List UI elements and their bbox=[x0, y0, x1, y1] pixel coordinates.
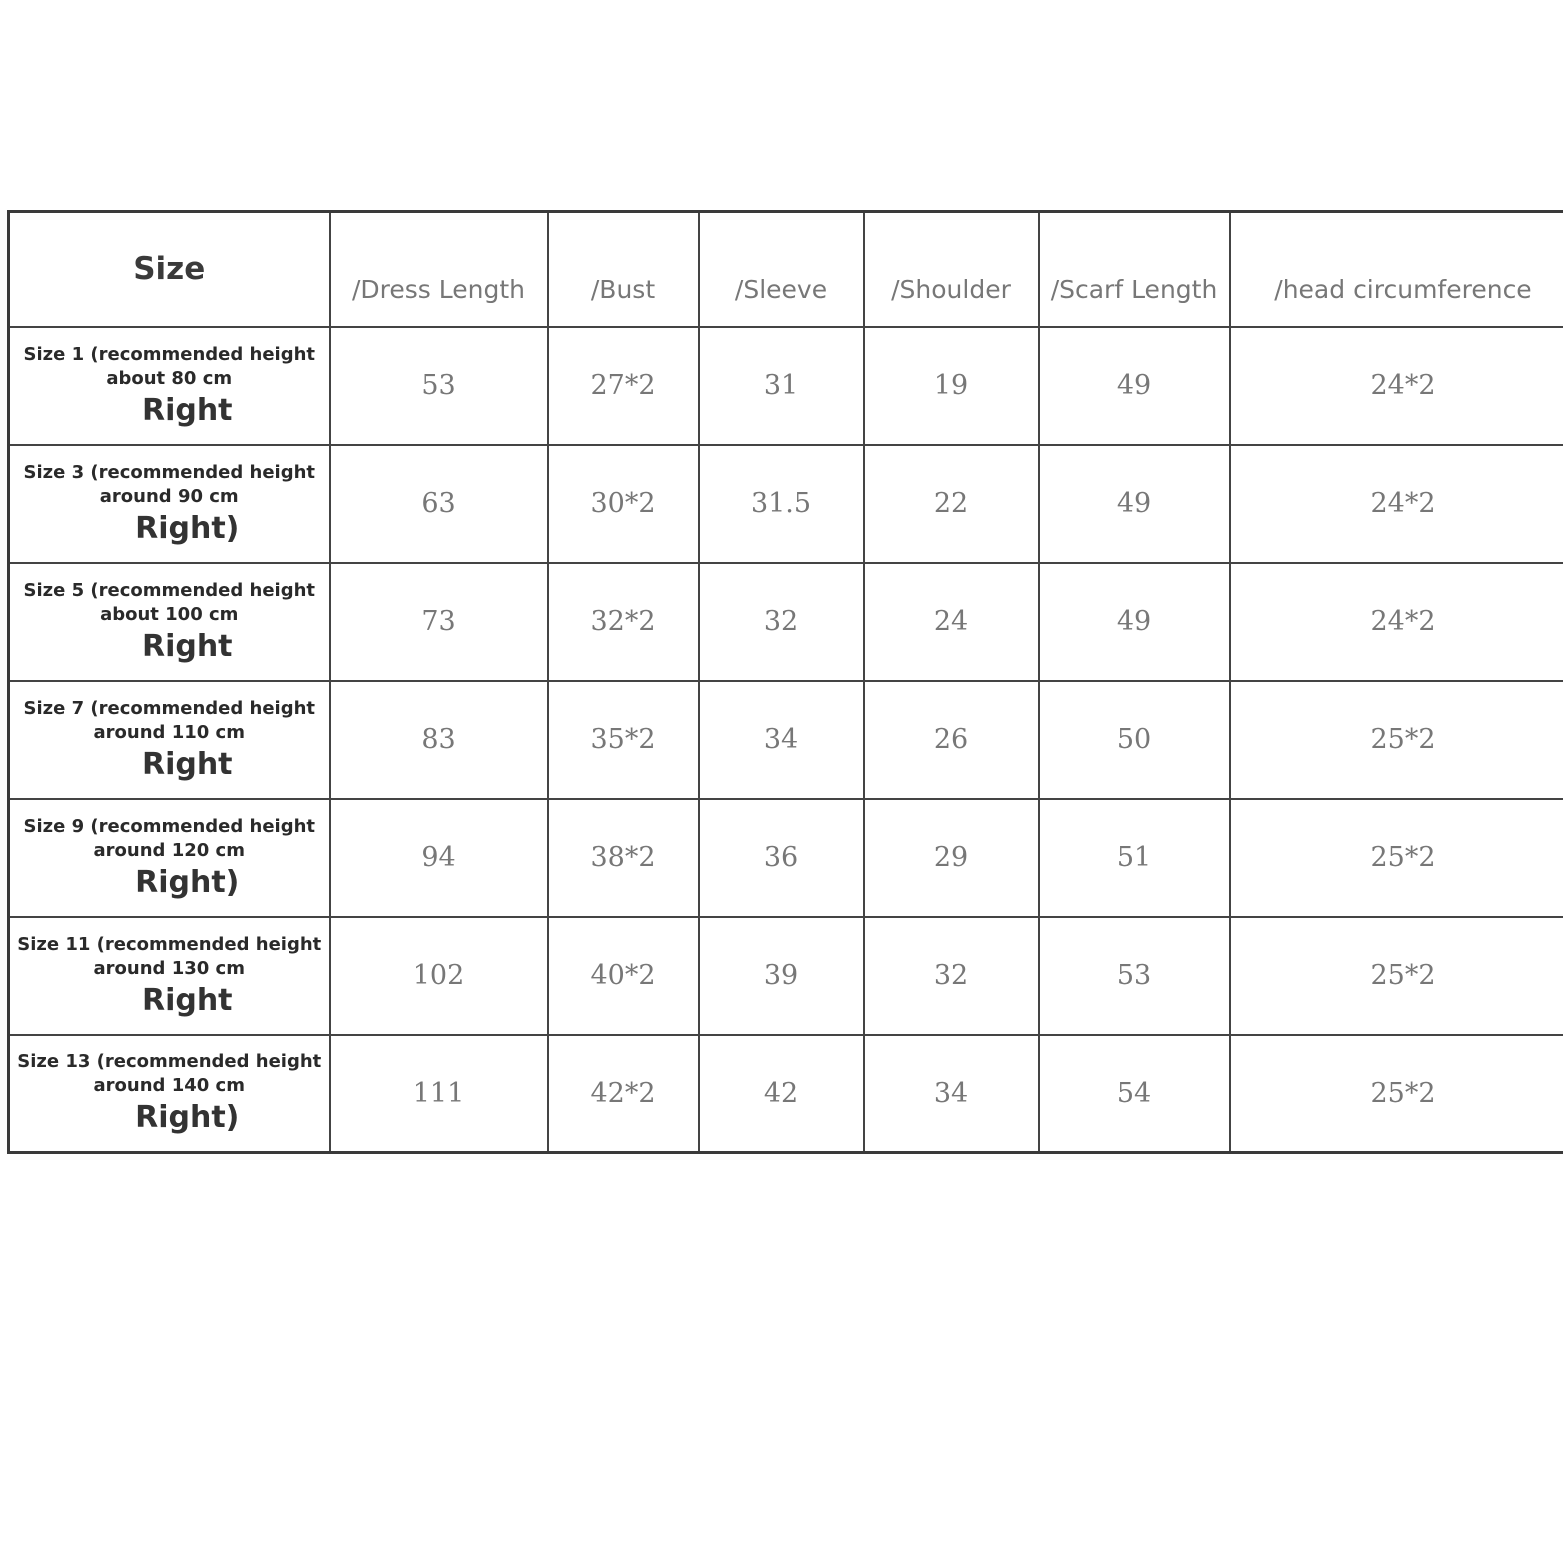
cell-scarf-length: 54 bbox=[1039, 1035, 1230, 1153]
cell-bust: 42*2 bbox=[548, 1035, 699, 1153]
table-row bbox=[9, 445, 1563, 563]
table-row bbox=[9, 799, 1563, 917]
cell-bust: 40*2 bbox=[548, 917, 699, 1035]
column-header-shoulder: /Shoulder bbox=[864, 212, 1039, 327]
cell-dress-length: 53 bbox=[330, 327, 548, 445]
size-description: Size 3 (recommended height around 90 cm bbox=[23, 461, 315, 507]
cell-dress-length: 63 bbox=[330, 445, 548, 563]
cell-scarf-length: 49 bbox=[1039, 327, 1230, 445]
cell-shoulder: 34 bbox=[864, 1035, 1039, 1153]
cell-shoulder: 24 bbox=[864, 563, 1039, 681]
cell-shoulder: 22 bbox=[864, 445, 1039, 563]
cell-bust: 32*2 bbox=[548, 563, 699, 681]
table-row bbox=[9, 327, 1563, 445]
cell-shoulder: 19 bbox=[864, 327, 1039, 445]
table-row bbox=[9, 563, 1563, 681]
cell-head-circumference: 24*2 bbox=[1230, 563, 1563, 681]
cell-scarf-length: 51 bbox=[1039, 799, 1230, 917]
cell-head-circumference: 25*2 bbox=[1230, 917, 1563, 1035]
cell-sleeve: 31 bbox=[699, 327, 864, 445]
size-description: Size 11 (recommended height around 130 cm bbox=[17, 933, 322, 979]
size-suffix: Right) bbox=[135, 864, 240, 900]
cell-scarf-length: 49 bbox=[1039, 445, 1230, 563]
cell-head-circumference: 25*2 bbox=[1230, 799, 1563, 917]
cell-sleeve: 31.5 bbox=[699, 445, 864, 563]
cell-shoulder: 32 bbox=[864, 917, 1039, 1035]
size-suffix: Right) bbox=[135, 1100, 240, 1136]
cell-bust: 38*2 bbox=[548, 799, 699, 917]
cell-head-circumference: 25*2 bbox=[1230, 1035, 1563, 1153]
table-row bbox=[9, 917, 1563, 1035]
cell-shoulder: 29 bbox=[864, 799, 1039, 917]
cell-dress-length: 73 bbox=[330, 563, 548, 681]
column-header-scarf-length: /Scarf Length bbox=[1039, 212, 1230, 327]
column-header-head-circumference: /head circumference bbox=[1230, 212, 1563, 327]
size-chart-table bbox=[7, 210, 1563, 1154]
cell-bust: 30*2 bbox=[548, 445, 699, 563]
cell-dress-length: 102 bbox=[330, 917, 548, 1035]
cell-dress-length: 94 bbox=[330, 799, 548, 917]
column-header-bust: /Bust bbox=[548, 212, 699, 327]
size-description: Size 13 (recommended height around 140 cm bbox=[17, 1051, 322, 1097]
table-body bbox=[9, 327, 1563, 1153]
size-label-cell bbox=[9, 327, 330, 445]
size-description: Size 1 (recommended height about 80 cm bbox=[23, 343, 315, 389]
size-suffix: Right bbox=[141, 392, 233, 428]
size-suffix: Right) bbox=[135, 510, 240, 546]
cell-bust: 35*2 bbox=[548, 681, 699, 799]
table-row bbox=[9, 681, 1563, 799]
size-label-cell bbox=[9, 445, 330, 563]
size-description: Size 5 (recommended height about 100 cm bbox=[23, 579, 315, 625]
cell-sleeve: 32 bbox=[699, 563, 864, 681]
header-row bbox=[9, 212, 1563, 327]
cell-sleeve: 39 bbox=[699, 917, 864, 1035]
size-label-cell bbox=[9, 799, 330, 917]
size-suffix: Right bbox=[141, 982, 233, 1018]
column-header-sleeve: /Sleeve bbox=[699, 212, 864, 327]
size-description: Size 9 (recommended height around 120 cm bbox=[23, 815, 315, 861]
size-column-header: Size bbox=[9, 212, 330, 327]
column-header-dress-length: /Dress Length bbox=[330, 212, 548, 327]
cell-scarf-length: 53 bbox=[1039, 917, 1230, 1035]
cell-scarf-length: 50 bbox=[1039, 681, 1230, 799]
size-label-cell bbox=[9, 563, 330, 681]
cell-head-circumference: 24*2 bbox=[1230, 327, 1563, 445]
cell-sleeve: 42 bbox=[699, 1035, 864, 1153]
cell-scarf-length: 49 bbox=[1039, 563, 1230, 681]
cell-dress-length: 111 bbox=[330, 1035, 548, 1153]
cell-sleeve: 34 bbox=[699, 681, 864, 799]
size-label-cell bbox=[9, 681, 330, 799]
size-suffix: Right bbox=[141, 628, 233, 664]
size-description: Size 7 (recommended height around 110 cm bbox=[23, 697, 315, 743]
size-label-cell bbox=[9, 917, 330, 1035]
size-suffix: Right bbox=[141, 746, 233, 782]
cell-dress-length: 83 bbox=[330, 681, 548, 799]
cell-shoulder: 26 bbox=[864, 681, 1039, 799]
cell-sleeve: 36 bbox=[699, 799, 864, 917]
size-label-cell bbox=[9, 1035, 330, 1153]
cell-bust: 27*2 bbox=[548, 327, 699, 445]
cell-head-circumference: 25*2 bbox=[1230, 681, 1563, 799]
cell-head-circumference: 24*2 bbox=[1230, 445, 1563, 563]
table-row bbox=[9, 1035, 1563, 1153]
